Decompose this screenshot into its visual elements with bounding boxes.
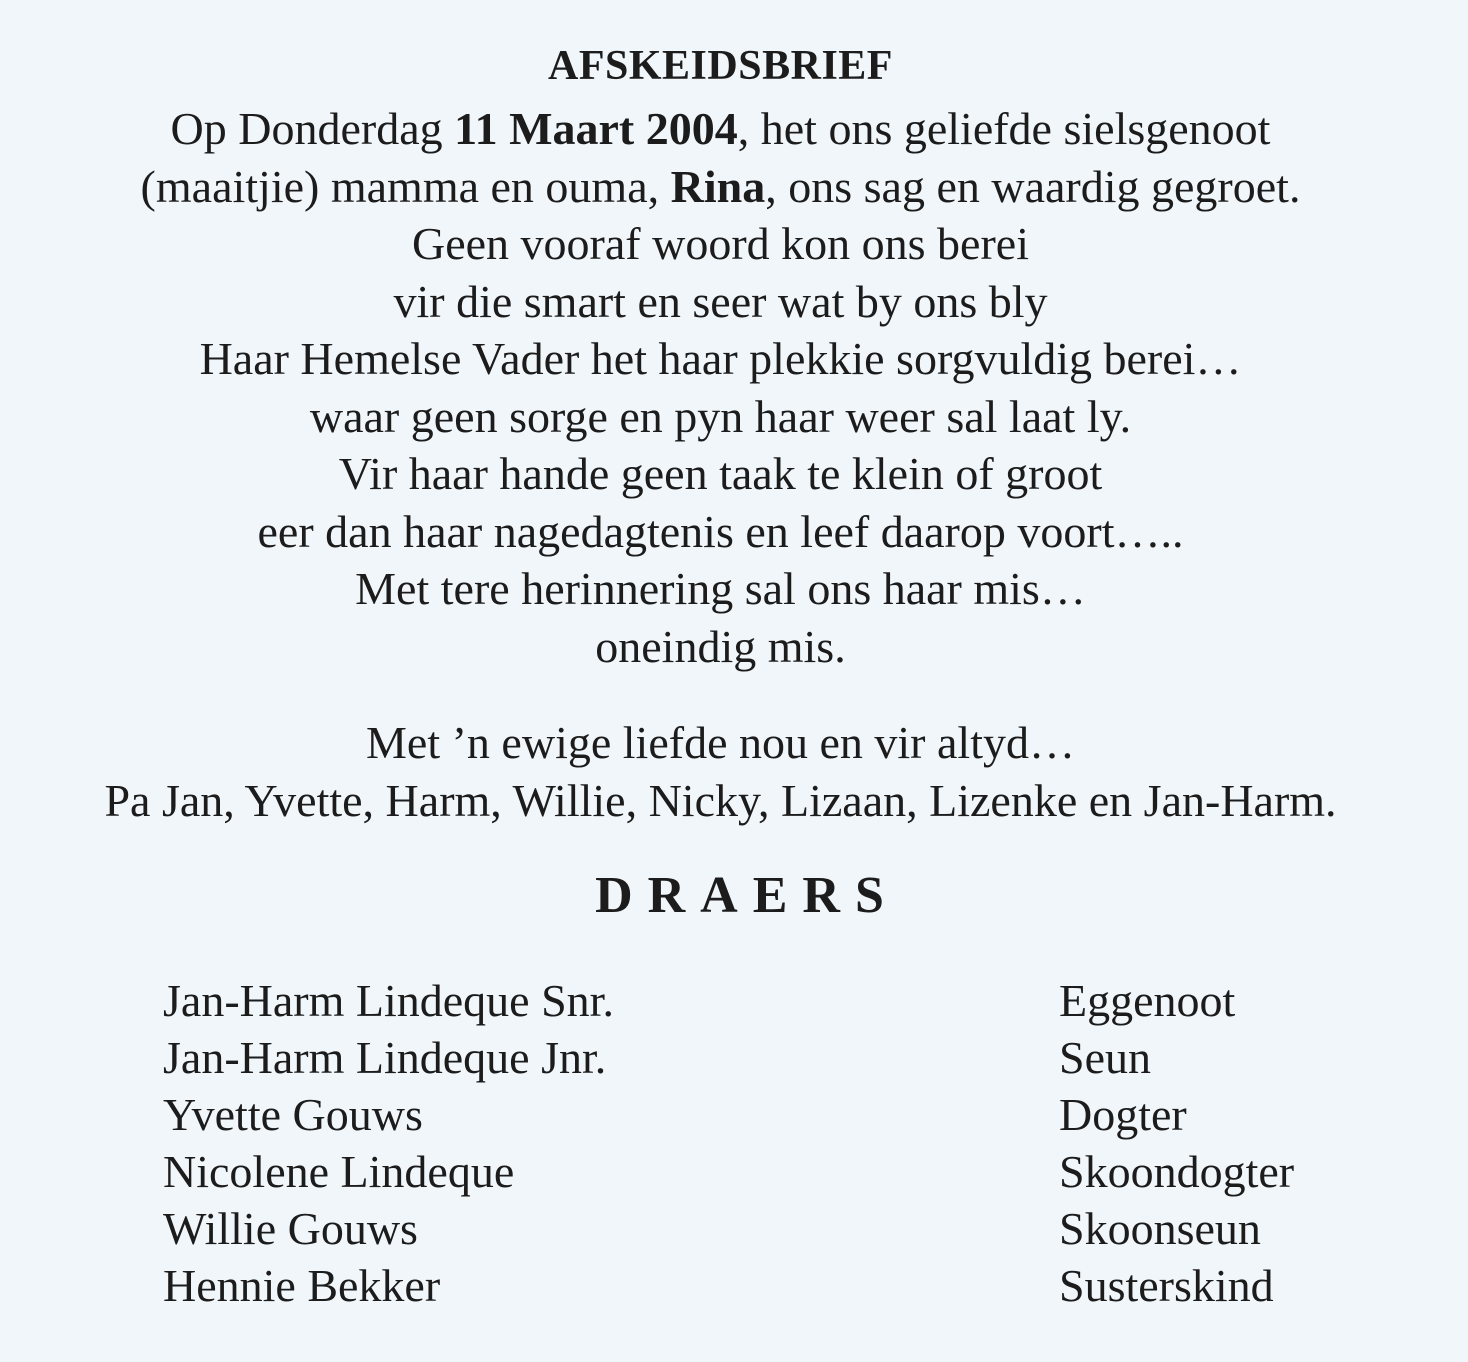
bearer-relation: Seun: [1059, 1032, 1151, 1083]
bearer-row: [163, 1257, 1363, 1314]
bearer-row: [163, 972, 1363, 1029]
deceased-name: Rina: [670, 160, 766, 212]
intro-line-2-end: , ons sag en waardig gegroet.: [765, 160, 1301, 212]
intro-line-1: [0, 100, 1441, 158]
bearer-name: Yvette Gouws: [163, 1089, 423, 1140]
bearer-name: Hennie Bekker: [163, 1260, 441, 1311]
bearer-row: [163, 1143, 1363, 1200]
bearers-list: [163, 972, 1363, 1314]
intro-line-2-start: (maaitjie) mamma en ouma,: [140, 160, 671, 212]
poem-line: eer dan haar nagedagtenis en leef daarop voort…..: [257, 505, 1184, 557]
poem-line: Vir haar hande geen taak te klein of groot: [338, 448, 1103, 499]
letter-title: AFSKEIDSBRIEF: [548, 43, 893, 89]
bearer-relation: Susterskind: [1059, 1260, 1274, 1311]
letter-closing: [0, 714, 1441, 830]
poem-line: Haar Hemelse Vader het haar plekkie sorgvuldig berei…: [199, 333, 1242, 384]
bearer-row: [163, 1086, 1363, 1143]
intro-line-1-start: Op Donderdag: [170, 103, 455, 154]
bearer-relation: Skoondogter: [1059, 1146, 1295, 1197]
bearer-relation: Dogter: [1059, 1089, 1187, 1140]
intro-date: 11 Maart 2004: [454, 103, 738, 154]
draers-heading: DRAERS: [595, 867, 899, 924]
signatories-line: Pa Jan, Yvette, Harm, Willie, Nicky, Lizaan, Lizenke en Jan-Harm.: [104, 775, 1337, 826]
poem-line: waar geen sorge en pyn haar weer sal laat ly.: [309, 390, 1132, 442]
poem-line: vir die smart en seer wat by ons bly: [393, 275, 1048, 327]
bearer-name: Jan-Harm Lindeque Snr.: [163, 975, 614, 1026]
bearer-name: Nicolene Lindeque: [163, 1146, 515, 1197]
letter-body: [0, 100, 1441, 675]
intro-line-1-end: , het ons geliefde sielsgenoot: [737, 103, 1271, 154]
poem-line: Geen vooraf woord kon ons berei: [412, 218, 1029, 269]
intro-line-2: [0, 158, 1441, 216]
poem-line: Met tere herinnering sal ons haar mis…: [355, 563, 1086, 614]
bearer-name: Willie Gouws: [163, 1203, 418, 1254]
bearer-row: [163, 1200, 1363, 1257]
poem-line: oneindig mis.: [595, 620, 846, 672]
bearer-name: Jan-Harm Lindeque Jnr.: [163, 1032, 607, 1083]
closing-line: Met ’n ewige liefde nou en vir altyd…: [366, 717, 1075, 768]
bearer-relation: Skoonseun: [1059, 1203, 1261, 1254]
bearer-row: [163, 1029, 1363, 1086]
bearer-relation: Eggenoot: [1059, 975, 1236, 1026]
